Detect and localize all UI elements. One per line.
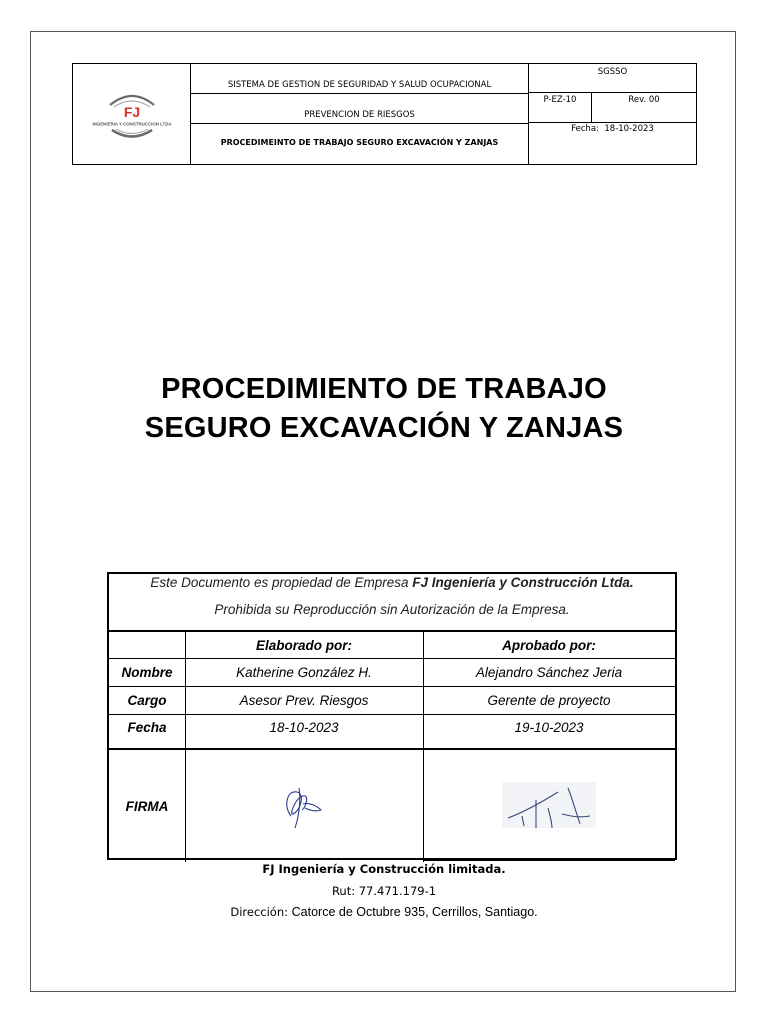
system-name: SISTEMA DE GESTION DE SEGURIDAD Y SALUD OCUPACIONAL bbox=[191, 64, 529, 94]
logo-text: FJ bbox=[123, 104, 140, 120]
procedure-title: PROCEDIMEINTO DE TRABAJO SEGURO EXCAVACIÓN Y ZANJAS bbox=[191, 124, 529, 164]
ownership-line-1 bbox=[109, 575, 675, 590]
footer-address bbox=[0, 905, 768, 919]
row-label-nombre: Nombre bbox=[121, 664, 173, 680]
approved-name: Alejandro Sánchez Jeria bbox=[475, 664, 623, 680]
company-logo bbox=[73, 64, 191, 164]
col-header-elaborated: Elaborado por: bbox=[255, 637, 352, 653]
elaborated-position: Asesor Prev. Riesgos bbox=[239, 692, 369, 708]
approved-signature bbox=[423, 750, 675, 862]
ownership-notice bbox=[109, 574, 675, 630]
signature-image bbox=[502, 778, 596, 834]
logo-caption: INGENIERIA Y CONSTRUCCION LTDA bbox=[91, 121, 172, 127]
approved-position: Gerente de proyecto bbox=[487, 692, 611, 708]
document-title bbox=[0, 370, 768, 448]
document-header-table bbox=[72, 63, 697, 165]
system-code: SGSSO bbox=[529, 64, 696, 93]
signature-image bbox=[269, 776, 339, 836]
revision: Rev. 00 bbox=[592, 93, 696, 123]
elaborated-date: 18-10-2023 bbox=[269, 720, 339, 735]
document-code: P-EZ-10 bbox=[529, 93, 592, 123]
title-line-2: SEGURO EXCAVACIÓN Y ZANJAS bbox=[144, 412, 624, 444]
header-date bbox=[529, 123, 696, 164]
fj-logo-icon bbox=[80, 83, 184, 145]
ownership-company: FJ Ingeniería y Construcción Ltda. bbox=[412, 575, 634, 590]
footer-company: FJ Ingeniería y Construcción limitada. bbox=[262, 862, 506, 876]
row-label-cargo: Cargo bbox=[127, 692, 167, 708]
date-label: Fecha: bbox=[571, 124, 599, 134]
row-label-firma: FIRMA bbox=[125, 798, 169, 814]
ownership-line-2: Prohibida su Reproducción sin Autorización de la Empresa. bbox=[214, 602, 570, 617]
approval-grid bbox=[109, 630, 675, 860]
address-value: Catorce de Octubre 935, Cerrillos, Santiago. bbox=[291, 905, 538, 919]
elaborated-signature bbox=[185, 750, 423, 862]
date-value: 18-10-2023 bbox=[604, 124, 654, 134]
address-label: Dirección: bbox=[230, 905, 292, 919]
ownership-prefix: Este Documento es propiedad de Empresa bbox=[150, 575, 413, 590]
row-label-fecha: Fecha bbox=[127, 720, 167, 735]
approved-date: 19-10-2023 bbox=[514, 720, 584, 735]
approval-table bbox=[107, 572, 677, 860]
col-header-approved: Aprobado por: bbox=[502, 637, 596, 653]
footer-rut: Rut: 77.471.179-1 bbox=[331, 884, 437, 898]
title-line-1: PROCEDIMIENTO DE TRABAJO bbox=[161, 373, 607, 405]
department-name: PREVENCION DE RIESGOS bbox=[191, 94, 529, 124]
elaborated-name: Katherine González H. bbox=[236, 664, 372, 680]
